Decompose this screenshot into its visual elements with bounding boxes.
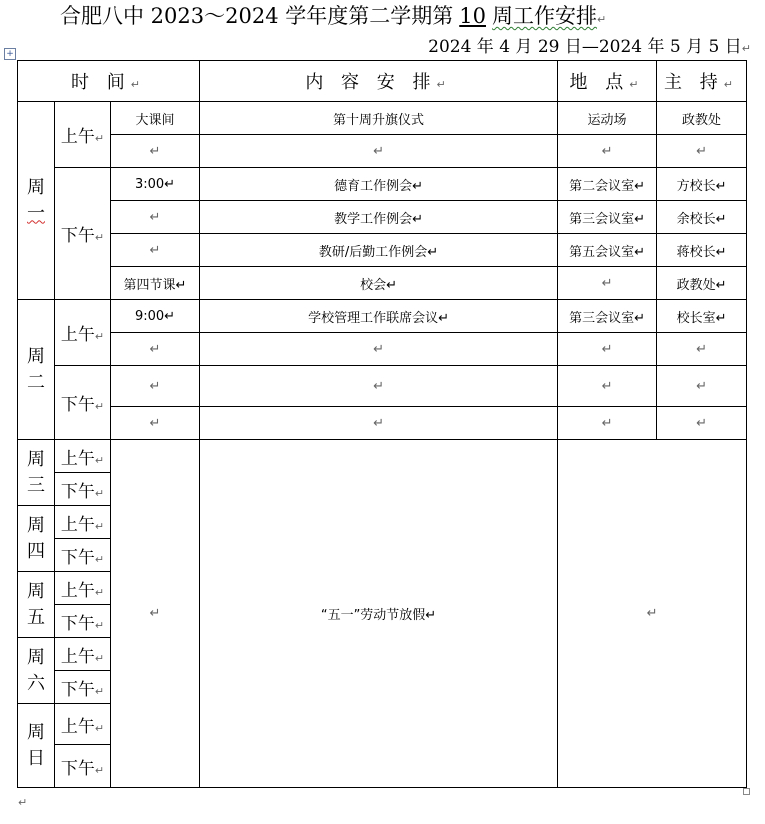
place-cell: 运动场 [558,102,657,135]
time-cell: 第四节课↵ [111,267,200,300]
time-cell: 大课间 [111,102,200,135]
holiday-time-cell: ↵ [111,440,200,788]
header-content: 内 容 安 排↵ [200,61,558,102]
place-cell: ↵ [558,267,657,300]
holiday-place-cell: ↵ [558,440,747,788]
host-cell: ↵ [657,407,747,440]
period-am: 上午↵ [55,300,111,366]
place-cell: ↵ [558,333,657,366]
period-am: 上午↵ [55,638,111,671]
host-cell: ↵ [657,333,747,366]
table-row [18,102,747,135]
day-cell-sun: 周 日 [18,704,55,788]
period-am: 上午↵ [55,704,111,745]
place-cell: 第三会议室↵ [558,201,657,234]
time-cell: ↵ [111,135,200,168]
host-cell: 政教处 [657,102,747,135]
table-row [18,168,747,201]
content-cell: ↵ [200,135,558,168]
content-cell: 学校管理工作联席会议↵ [200,300,558,333]
time-cell: ↵ [111,234,200,267]
content-cell: 德育工作例会↵ [200,168,558,201]
content-cell: 教学工作例会↵ [200,201,558,234]
place-cell: 第五会议室↵ [558,234,657,267]
header-row [18,61,747,102]
period-pm: 下午↵ [55,168,111,300]
time-cell: 9:00↵ [111,300,200,333]
content-cell: ↵ [200,407,558,440]
title-suffix: 周工作安排 [491,4,597,28]
period-pm: 下午↵ [55,539,111,572]
move-anchor-icon[interactable]: + [4,48,16,60]
table-row [18,135,747,168]
time-cell: ↵ [111,366,200,407]
table-row [18,440,747,473]
host-cell: 政教处↵ [657,267,747,300]
date-range-text: 2024 年 4 月 29 日—2024 年 5 月 5 日 [428,37,742,57]
content-cell: 校会↵ [200,267,558,300]
table-row [18,300,747,333]
time-cell: ↵ [111,201,200,234]
day-cell-tue: 周 二 [18,300,55,440]
content-cell: ↵ [200,366,558,407]
schedule-table [17,60,747,788]
place-cell: ↵ [558,366,657,407]
time-cell: ↵ [111,333,200,366]
period-pm: 下午↵ [55,605,111,638]
content-cell: 教研/后勤工作例会↵ [200,234,558,267]
period-am: 上午↵ [55,572,111,605]
week-number: 10 [459,4,486,28]
table-row [18,366,747,407]
time-cell: 3:00↵ [111,168,200,201]
header-host: 主 持↵ [657,61,747,102]
date-range [428,34,751,60]
table-row [18,333,747,366]
host-cell: ↵ [657,366,747,407]
table-row [18,407,747,440]
host-cell: ↵ [657,135,747,168]
day-cell-sat: 周 六 [18,638,55,704]
period-pm: 下午↵ [55,366,111,440]
host-cell: 校长室↵ [657,300,747,333]
title-prefix: 合肥八中 2023～2024 学年度第二学期第 [60,4,454,28]
period-pm: 下午↵ [55,473,111,506]
period-pm: 下午↵ [55,745,111,788]
document-title [60,0,606,32]
day-cell-wed: 周 三 [18,440,55,506]
table-row [18,267,747,300]
place-cell: ↵ [558,407,657,440]
host-cell: 方校长↵ [657,168,747,201]
period-am: 上午↵ [55,506,111,539]
table-row [18,201,747,234]
day-cell-fri: 周 五 [18,572,55,638]
table-resize-handle[interactable] [743,788,750,795]
day-cell-mon: 周 一 [18,102,55,300]
paragraph-mark: ↵ [596,13,607,26]
header-time: 时 间↵ [18,61,200,102]
content-cell: 第十周升旗仪式 [200,102,558,135]
place-cell: 第三会议室↵ [558,300,657,333]
header-place: 地 点↵ [558,61,657,102]
place-cell: ↵ [558,135,657,168]
day-cell-thu: 周 四 [18,506,55,572]
place-cell: 第二会议室↵ [558,168,657,201]
period-pm: 下午↵ [55,671,111,704]
content-cell: ↵ [200,333,558,366]
host-cell: 蒋校长↵ [657,234,747,267]
table-row [18,234,747,267]
end-paragraph-mark: ↵ [18,796,28,809]
host-cell: 余校长↵ [657,201,747,234]
paragraph-mark: ↵ [741,42,751,55]
holiday-content-cell: “五一”劳动节放假↵ [200,440,558,788]
period-am: 上午↵ [55,102,111,168]
time-cell: ↵ [111,407,200,440]
period-am: 上午↵ [55,440,111,473]
